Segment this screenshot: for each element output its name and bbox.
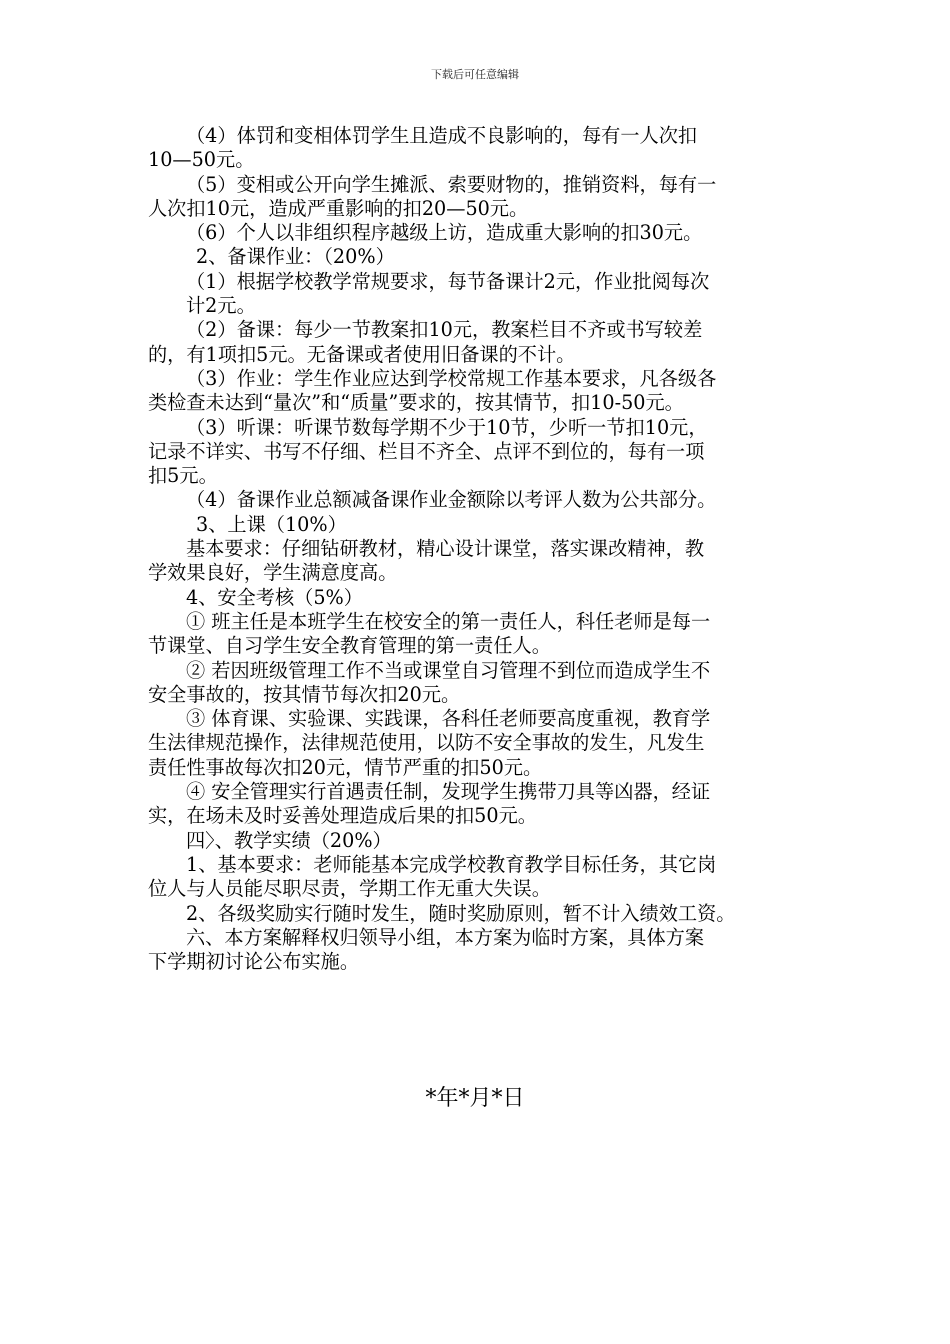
- text-line: （3）作业：学生作业应达到学校常规工作基本要求，凡各级各: [186, 366, 717, 390]
- date-line: *年*月*日: [425, 1086, 525, 1111]
- text-line: ① 班主任是本班学生在校安全的第一责任人，科任老师是每一: [186, 609, 711, 633]
- text-line: 学效果良好，学生满意度高。: [148, 561, 398, 585]
- text-line: 基本要求：仔细钻研教材，精心设计课堂，落实课改精神，教: [186, 537, 705, 561]
- text-line: 1、基本要求：老师能基本完成学校教育教学目标任务，其它岗: [186, 852, 717, 876]
- text-line: ④ 安全管理实行首遇责任制，发现学生携带刀具等凶器，经证: [186, 780, 711, 804]
- text-line: 安全事故的，按其情节每次扣20元。: [148, 682, 461, 706]
- document-body: [148, 124, 820, 974]
- text-line: （1）根据学校教学常规要求，每节备课计2元，作业批阅每次: [186, 269, 710, 293]
- text-line: （5）变相或公开向学生摊派、索要财物的，推销资料，每有一: [186, 172, 717, 196]
- text-line: 记录不详实、书写不仔细、栏目不齐全、点评不到位的，每有一项: [148, 439, 705, 463]
- page-header: 下载后可任意编辑: [431, 68, 519, 81]
- text-line: 2、备课作业：（20%）: [196, 245, 395, 269]
- text-line: 计2元。: [186, 294, 256, 318]
- text-line: ② 若因班级管理工作不当或课堂自习管理不到位而造成学生不: [186, 658, 711, 682]
- text-line: （3）听课：听课节数每学期不少于10节，少听一节扣10元，: [186, 415, 708, 439]
- text-line: （4）备课作业总额减备课作业金额除以考评人数为公共部分。: [186, 488, 717, 512]
- text-line: 人次扣10元，造成严重影响的扣20—50元。: [148, 196, 529, 220]
- text-line: 下学期初讨论公布实施。: [148, 950, 360, 974]
- text-line: 扣5元。: [148, 464, 218, 488]
- text-line: 实，在场未及时妥善处理造成后果的扣50元。: [148, 804, 537, 828]
- text-line: 节课堂、自习学生安全教育管理的第一责任人。: [148, 634, 551, 658]
- text-line: 3、上课（10%）: [196, 512, 347, 536]
- text-line: （2）备课：每少一节教案扣10元，教案栏目不齐或书写较差: [186, 318, 703, 342]
- text-line: 六、本方案解释权归领导小组，本方案为临时方案，具体方案: [186, 925, 705, 949]
- text-line: 4、安全考核（5%）: [186, 585, 363, 609]
- text-line: 责任性事故每次扣20元，情节严重的扣50元。: [148, 755, 543, 779]
- text-line: 10—50元。: [148, 148, 255, 172]
- text-line: 位人与人员能尽职尽责，学期工作无重大失误。: [148, 877, 551, 901]
- text-line: （4）体罚和变相体罚学生且造成不良影响的，每有一人次扣: [186, 124, 698, 147]
- text-line: 2、各级奖励实行随时发生，随时奖励原则，暂不计入绩效工资。: [186, 901, 736, 925]
- text-line: 的，有1项扣5元。无备课或者使用旧备课的不计。: [148, 342, 576, 366]
- text-line: 四〉、教学实绩（20%）: [186, 828, 392, 852]
- text-line: 生法律规范操作，法律规范使用，以防不安全事故的发生，凡发生: [148, 731, 705, 755]
- text-line: ③ 体育课、实验课、实践课，各科任老师要高度重视，教育学: [186, 707, 711, 731]
- text-line: 类检查未达到“量次”和“质量”要求的，按其情节，扣10-50元。: [148, 391, 684, 415]
- text-line: （6）个人以非组织程序越级上访，造成重大影响的扣30元。: [186, 221, 703, 245]
